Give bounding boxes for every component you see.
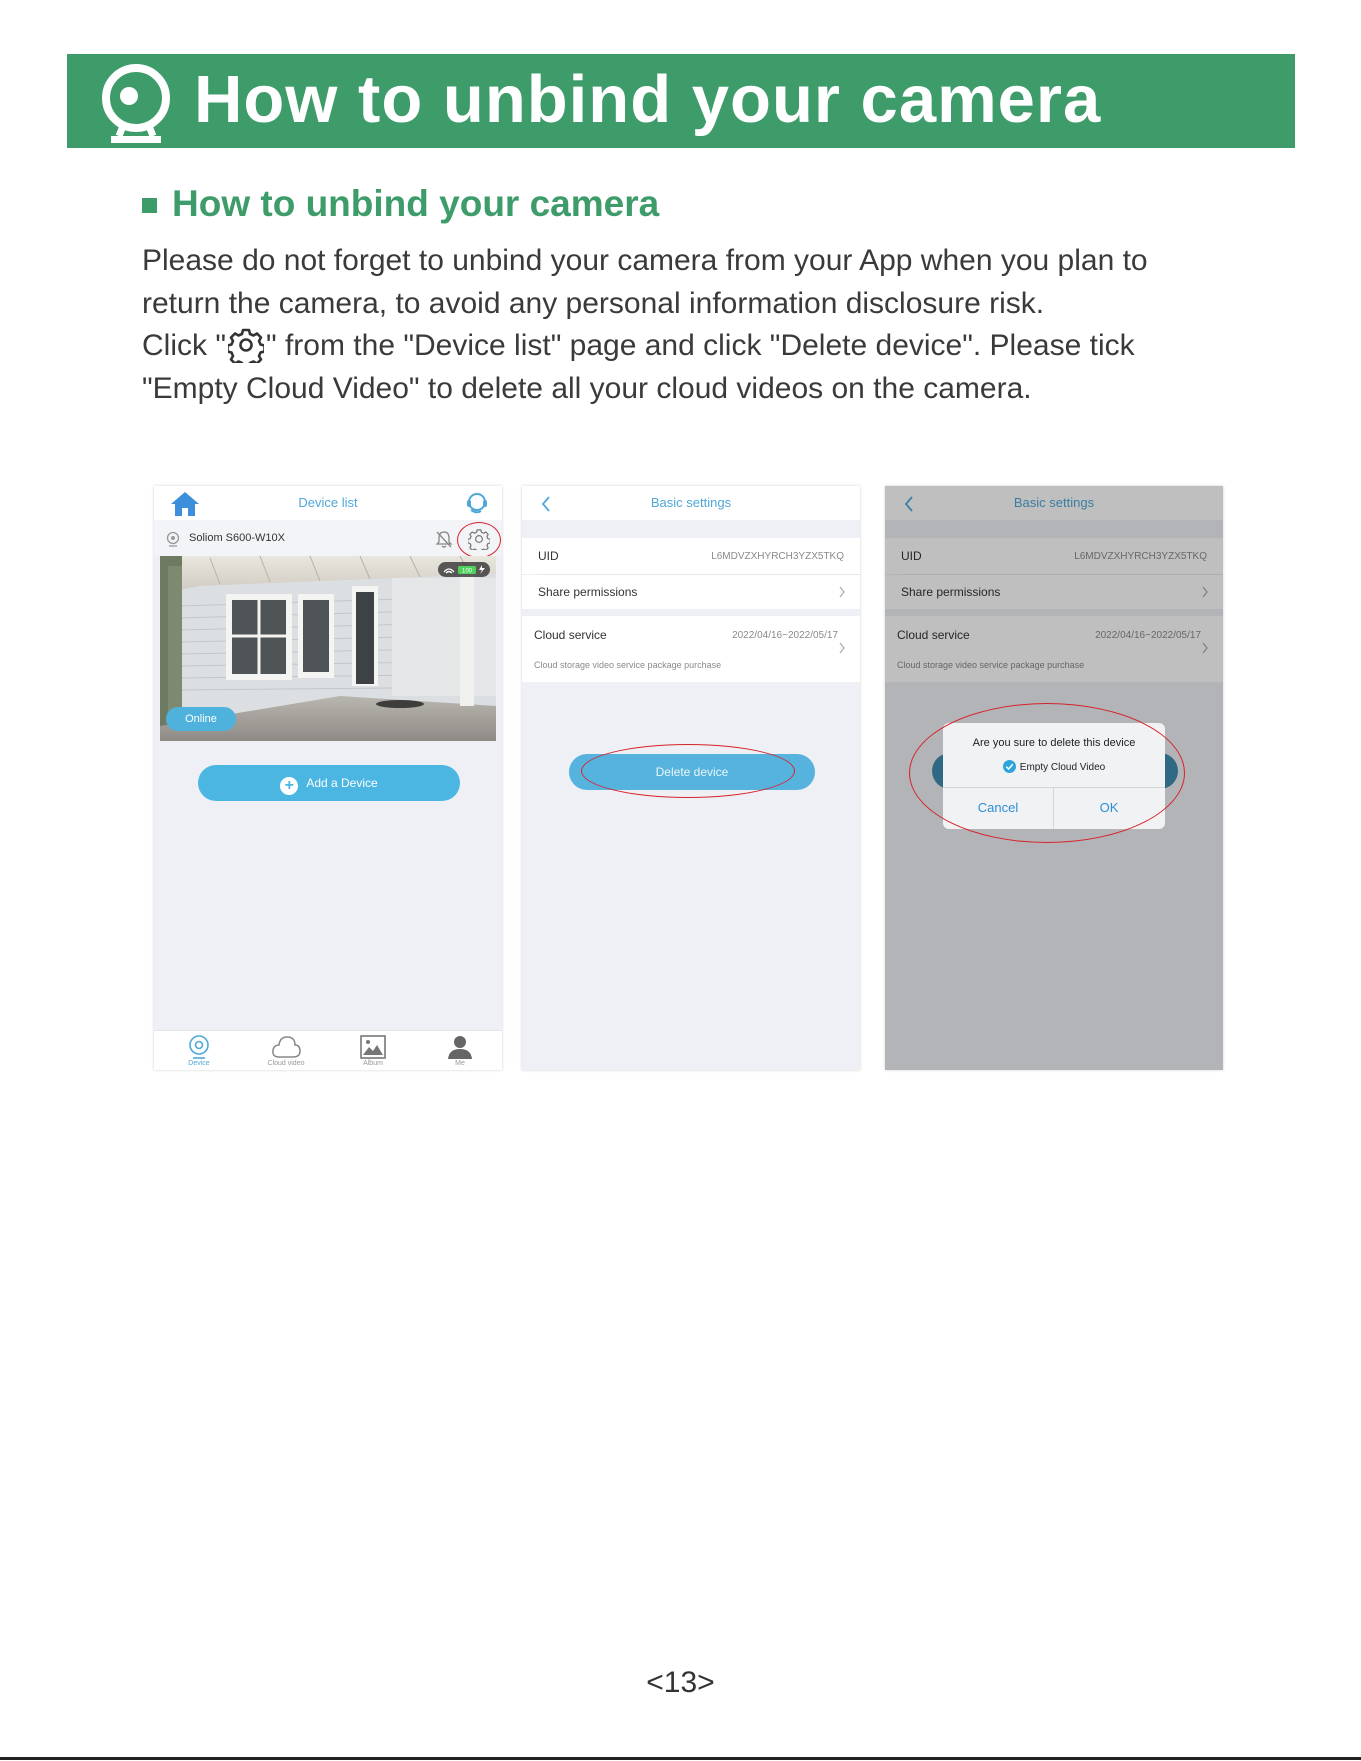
- tab-label: Device: [188, 1060, 210, 1067]
- tab-label: Cloud video: [267, 1060, 305, 1067]
- highlight-ellipse: [909, 703, 1185, 843]
- cloud-service-subtitle: Cloud storage video service package purchase: [897, 660, 1085, 670]
- screenshot-delete-confirm: [885, 486, 1223, 1070]
- camera-icon: [165, 531, 181, 547]
- device-row[interactable]: [154, 520, 502, 556]
- cloud-service-label: Cloud service: [534, 628, 607, 642]
- tab-device[interactable]: [164, 1033, 234, 1067]
- device-name: Soliom S600-W10X: [189, 532, 285, 544]
- support-icon[interactable]: [465, 491, 489, 515]
- instructions-paragraph: [142, 240, 1242, 410]
- uid-value: L6MDVZXHYRCH3YZX5TKQ: [1074, 551, 1207, 562]
- tab-label: Album: [363, 1060, 383, 1067]
- screen-title: Basic settings: [1013, 495, 1095, 510]
- battery-level: 100: [461, 568, 473, 575]
- device-tab-icon: [184, 1033, 214, 1061]
- cloud-icon: [271, 1033, 301, 1061]
- screenshot-basic-settings: [522, 486, 860, 1070]
- paragraph-line-1: Please do not forget to unbind your camera from your App when you plan to: [142, 244, 1148, 277]
- chevron-right-icon: [838, 642, 846, 654]
- paragraph-line-4: "Empty Cloud Video" to delete all your cloud videos on the camera.: [142, 371, 1032, 405]
- tab-me[interactable]: [425, 1033, 495, 1067]
- ok-button[interactable]: OK: [1099, 800, 1119, 815]
- uid-row: [522, 538, 860, 574]
- cloud-service-subtitle: Cloud storage video service package purchase: [534, 660, 722, 670]
- bottom-rule: [0, 1757, 1361, 1760]
- uid-value: L6MDVZXHYRCH3YZX5TKQ: [711, 551, 844, 562]
- dialog-message: Are you sure to delete this device: [972, 737, 1136, 749]
- share-permissions-label: Share permissions: [538, 585, 638, 599]
- status-badge: Online: [166, 707, 236, 731]
- highlight-circle: [457, 522, 501, 558]
- uid-label: UID: [538, 549, 559, 563]
- paragraph-line-2: return the camera, to avoid any personal information disclosure risk.: [142, 286, 1045, 320]
- delete-device-button[interactable]: Delete device: [569, 754, 815, 790]
- gear-icon: [228, 327, 264, 363]
- uid-label: UID: [901, 549, 922, 563]
- top-bar: [154, 486, 502, 520]
- screen-title: Device list: [298, 495, 358, 510]
- user-icon: [445, 1033, 475, 1061]
- cloud-service-dates: 2022/04/16~2022/05/17: [1095, 630, 1201, 641]
- chevron-right-icon: [838, 586, 846, 598]
- plus-icon: +: [280, 777, 298, 795]
- bell-off-icon[interactable]: [434, 529, 454, 549]
- page-number: <13>: [646, 1666, 715, 1699]
- top-bar: [522, 486, 860, 520]
- page-title: How to unbind your camera: [194, 62, 1102, 137]
- add-device-button[interactable]: [198, 765, 460, 801]
- header-banner: [67, 54, 1295, 148]
- screenshot-device-list: [154, 486, 502, 1070]
- cloud-service-label: Cloud service: [897, 628, 970, 642]
- section-title: How to unbind your camera: [172, 183, 660, 224]
- tab-bar: [154, 1030, 502, 1070]
- share-permissions-row[interactable]: [522, 575, 860, 609]
- signal-battery-indicator: [438, 562, 490, 577]
- screen-title: Basic settings: [650, 495, 732, 510]
- tab-album[interactable]: [338, 1033, 408, 1067]
- camera-icon: [101, 64, 175, 144]
- section-bullet: [142, 198, 157, 213]
- tab-label: Me: [455, 1060, 465, 1067]
- cancel-button[interactable]: Cancel: [977, 800, 1019, 815]
- paragraph-line-3: [142, 325, 1242, 368]
- camera-preview[interactable]: [160, 556, 496, 741]
- cloud-service-row[interactable]: [522, 616, 860, 682]
- cloud-service-dates: 2022/04/16~2022/05/17: [732, 630, 838, 641]
- add-device-label: Add a Device: [306, 776, 378, 790]
- album-icon: [358, 1033, 388, 1061]
- paragraph-line-3-end: " from the "Device list" page and click "Delete device". Please tick: [265, 329, 1135, 362]
- highlight-ellipse: [581, 744, 795, 798]
- checkbox-label: Empty Cloud Video: [1019, 762, 1106, 773]
- share-permissions-label: Share permissions: [901, 585, 1001, 599]
- paragraph-line-3-start: Click ": [142, 329, 226, 362]
- tab-cloud-video[interactable]: [251, 1033, 321, 1067]
